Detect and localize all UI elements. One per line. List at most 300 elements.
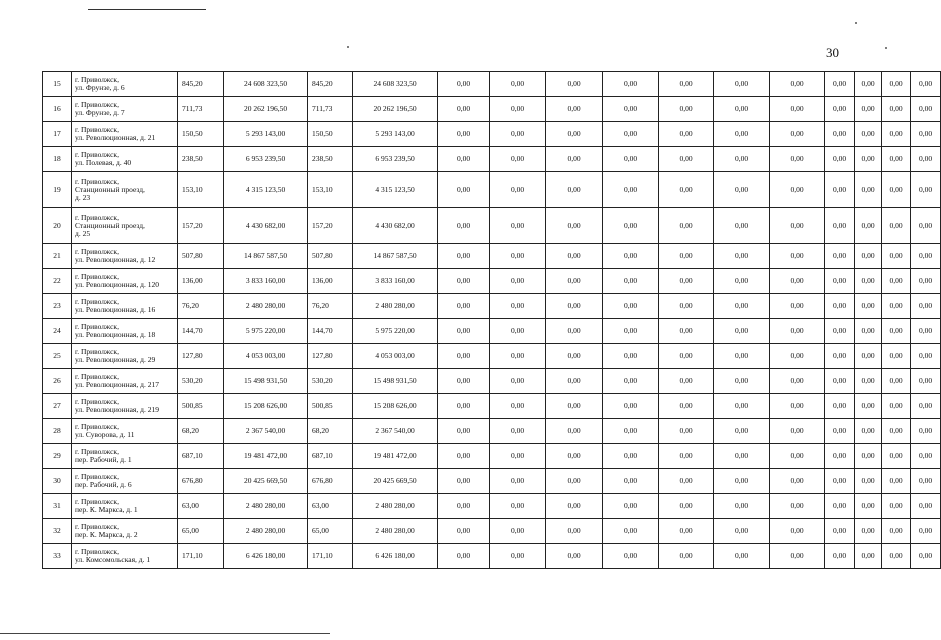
zero-value-cell: 0,00 — [855, 444, 882, 469]
zero-value-cell: 0,00 — [714, 544, 770, 569]
zero-value-cell: 0,00 — [714, 122, 770, 147]
zero-value-cell: 0,00 — [911, 294, 941, 319]
address-cell — [72, 172, 178, 208]
zero-value-cell: 0,00 — [882, 319, 911, 344]
cost-total: 15 498 931,50 — [224, 369, 308, 394]
address-cell — [72, 519, 178, 544]
zero-value-cell: 0,00 — [659, 269, 714, 294]
zero-value-cell: 0,00 — [603, 269, 659, 294]
table-row — [43, 97, 941, 122]
zero-value-cell: 0,00 — [546, 97, 603, 122]
address-line: г. Приволжск, — [75, 547, 119, 556]
zero-value-cell: 0,00 — [490, 147, 546, 172]
cost-planned: 24 608 323,50 — [353, 72, 438, 97]
address-cell — [72, 122, 178, 147]
zero-value-cell: 0,00 — [825, 519, 855, 544]
address-line: г. Приволжск, — [75, 100, 119, 109]
zero-value-cell: 0,00 — [911, 97, 941, 122]
cost-total: 6 953 239,50 — [224, 147, 308, 172]
cost-total: 14 867 587,50 — [224, 244, 308, 269]
zero-value-cell: 0,00 — [825, 494, 855, 519]
zero-value-cell: 0,00 — [882, 122, 911, 147]
area-total: 65,00 — [178, 519, 224, 544]
zero-value-cell: 0,00 — [825, 444, 855, 469]
row-number: 15 — [43, 72, 72, 97]
zero-value-cell: 0,00 — [911, 319, 941, 344]
cost-planned: 19 481 472,00 — [353, 444, 438, 469]
zero-value-cell: 0,00 — [911, 469, 941, 494]
address-cell — [72, 244, 178, 269]
area-planned: 530,20 — [308, 369, 353, 394]
zero-value-cell: 0,00 — [770, 344, 825, 369]
zero-value-cell: 0,00 — [825, 294, 855, 319]
table-row — [43, 269, 941, 294]
zero-value-cell: 0,00 — [770, 208, 825, 244]
zero-value-cell: 0,00 — [659, 344, 714, 369]
zero-value-cell: 0,00 — [770, 444, 825, 469]
area-planned: 687,10 — [308, 444, 353, 469]
zero-value-cell: 0,00 — [659, 294, 714, 319]
zero-value-cell: 0,00 — [770, 72, 825, 97]
address-line: д. 23 — [75, 192, 91, 202]
zero-value-cell: 0,00 — [490, 519, 546, 544]
zero-value-cell: 0,00 — [855, 147, 882, 172]
zero-value-cell: 0,00 — [825, 469, 855, 494]
address-line: ул. Революционная, д. 18 — [75, 330, 156, 339]
area-total: 63,00 — [178, 494, 224, 519]
zero-value-cell: 0,00 — [911, 208, 941, 244]
row-number: 16 — [43, 97, 72, 122]
zero-value-cell: 0,00 — [825, 319, 855, 344]
zero-value-cell: 0,00 — [825, 208, 855, 244]
zero-value-cell: 0,00 — [546, 244, 603, 269]
zero-value-cell: 0,00 — [546, 122, 603, 147]
cost-planned: 5 975 220,00 — [353, 319, 438, 344]
cost-planned: 15 208 626,00 — [353, 394, 438, 419]
zero-value-cell: 0,00 — [770, 147, 825, 172]
zero-value-cell: 0,00 — [603, 419, 659, 444]
zero-value-cell: 0,00 — [603, 147, 659, 172]
cost-total: 19 481 472,00 — [224, 444, 308, 469]
area-planned: 711,73 — [308, 97, 353, 122]
area-total: 68,20 — [178, 419, 224, 444]
zero-value-cell: 0,00 — [855, 544, 882, 569]
zero-value-cell: 0,00 — [546, 394, 603, 419]
zero-value-cell: 0,00 — [714, 394, 770, 419]
address-line: г. Приволжск, — [75, 247, 119, 256]
area-total: 150,50 — [178, 122, 224, 147]
zero-value-cell: 0,00 — [825, 344, 855, 369]
zero-value-cell: 0,00 — [490, 419, 546, 444]
zero-value-cell: 0,00 — [603, 72, 659, 97]
zero-value-cell: 0,00 — [490, 369, 546, 394]
address-line: Станционный проезд, — [75, 220, 145, 230]
zero-value-cell: 0,00 — [770, 319, 825, 344]
zero-value-cell: 0,00 — [714, 519, 770, 544]
area-total: 144,70 — [178, 319, 224, 344]
zero-value-cell: 0,00 — [911, 519, 941, 544]
area-total: 530,20 — [178, 369, 224, 394]
zero-value-cell: 0,00 — [659, 494, 714, 519]
zero-value-cell: 0,00 — [911, 394, 941, 419]
area-total: 76,20 — [178, 294, 224, 319]
zero-value-cell: 0,00 — [438, 369, 490, 394]
area-planned: 171,10 — [308, 544, 353, 569]
table-row — [43, 419, 941, 444]
table-row — [43, 544, 941, 569]
zero-value-cell: 0,00 — [438, 122, 490, 147]
zero-value-cell: 0,00 — [603, 444, 659, 469]
cost-total: 3 833 160,00 — [224, 269, 308, 294]
row-number: 17 — [43, 122, 72, 147]
zero-value-cell: 0,00 — [770, 419, 825, 444]
zero-value-cell: 0,00 — [546, 172, 603, 208]
zero-value-cell: 0,00 — [714, 294, 770, 319]
zero-value-cell: 0,00 — [855, 419, 882, 444]
cost-total: 4 315 123,50 — [224, 172, 308, 208]
cost-planned: 20 425 669,50 — [353, 469, 438, 494]
address-cell — [72, 494, 178, 519]
address-line: ул. Революционная, д. 12 — [75, 255, 156, 264]
zero-value-cell: 0,00 — [546, 72, 603, 97]
cost-planned: 4 315 123,50 — [353, 172, 438, 208]
address-cell — [72, 72, 178, 97]
zero-value-cell: 0,00 — [659, 444, 714, 469]
area-total: 845,20 — [178, 72, 224, 97]
zero-value-cell: 0,00 — [546, 269, 603, 294]
housing-register-table — [42, 71, 941, 569]
zero-value-cell: 0,00 — [490, 494, 546, 519]
zero-value-cell: 0,00 — [659, 544, 714, 569]
row-number: 18 — [43, 147, 72, 172]
scan-speck — [347, 46, 349, 48]
address-line: д. 25 — [75, 228, 91, 238]
cost-total: 2 480 280,00 — [224, 294, 308, 319]
address-line: г. Приволжск, — [75, 75, 119, 84]
zero-value-cell: 0,00 — [825, 269, 855, 294]
area-planned: 153,10 — [308, 172, 353, 208]
area-planned: 65,00 — [308, 519, 353, 544]
zero-value-cell: 0,00 — [438, 294, 490, 319]
zero-value-cell: 0,00 — [882, 394, 911, 419]
zero-value-cell: 0,00 — [546, 294, 603, 319]
zero-value-cell: 0,00 — [490, 544, 546, 569]
zero-value-cell: 0,00 — [603, 122, 659, 147]
row-number: 20 — [43, 208, 72, 244]
cost-total: 6 426 180,00 — [224, 544, 308, 569]
zero-value-cell: 0,00 — [882, 208, 911, 244]
zero-value-cell: 0,00 — [659, 172, 714, 208]
cost-planned: 2 480 280,00 — [353, 494, 438, 519]
zero-value-cell: 0,00 — [438, 469, 490, 494]
cost-total: 2 480 280,00 — [224, 494, 308, 519]
zero-value-cell: 0,00 — [855, 208, 882, 244]
zero-value-cell: 0,00 — [438, 269, 490, 294]
table-row — [43, 244, 941, 269]
zero-value-cell: 0,00 — [911, 172, 941, 208]
address-line: ул. Революционная, д. 219 — [75, 405, 159, 414]
zero-value-cell: 0,00 — [855, 72, 882, 97]
zero-value-cell: 0,00 — [770, 469, 825, 494]
zero-value-cell: 0,00 — [659, 122, 714, 147]
table-row — [43, 172, 941, 208]
zero-value-cell: 0,00 — [855, 97, 882, 122]
zero-value-cell: 0,00 — [882, 147, 911, 172]
zero-value-cell: 0,00 — [546, 208, 603, 244]
zero-value-cell: 0,00 — [714, 319, 770, 344]
address-cell — [72, 319, 178, 344]
zero-value-cell: 0,00 — [438, 172, 490, 208]
zero-value-cell: 0,00 — [546, 369, 603, 394]
zero-value-cell: 0,00 — [911, 494, 941, 519]
address-line: пер. Рабочий, д. 1 — [75, 455, 132, 464]
zero-value-cell: 0,00 — [770, 269, 825, 294]
zero-value-cell: 0,00 — [855, 494, 882, 519]
zero-value-cell: 0,00 — [714, 469, 770, 494]
zero-value-cell: 0,00 — [438, 494, 490, 519]
area-planned: 68,20 — [308, 419, 353, 444]
address-cell — [72, 294, 178, 319]
row-number: 27 — [43, 394, 72, 419]
address-line: г. Приволжск, — [75, 272, 119, 281]
address-line: г. Приволжск, — [75, 397, 119, 406]
zero-value-cell: 0,00 — [825, 97, 855, 122]
cost-total: 24 608 323,50 — [224, 72, 308, 97]
page-number: 30 — [826, 45, 839, 60]
zero-value-cell: 0,00 — [855, 369, 882, 394]
zero-value-cell: 0,00 — [603, 469, 659, 494]
zero-value-cell: 0,00 — [825, 369, 855, 394]
zero-value-cell: 0,00 — [770, 294, 825, 319]
row-number: 33 — [43, 544, 72, 569]
area-total: 136,00 — [178, 269, 224, 294]
zero-value-cell: 0,00 — [770, 122, 825, 147]
address-line: г. Приволжск, — [75, 347, 119, 356]
zero-value-cell: 0,00 — [882, 344, 911, 369]
cost-planned: 20 262 196,50 — [353, 97, 438, 122]
zero-value-cell: 0,00 — [659, 97, 714, 122]
table-row — [43, 122, 941, 147]
address-line: г. Приволжск, — [75, 372, 119, 381]
zero-value-cell: 0,00 — [546, 519, 603, 544]
zero-value-cell: 0,00 — [659, 369, 714, 394]
cost-total: 5 975 220,00 — [224, 319, 308, 344]
cost-total: 2 367 540,00 — [224, 419, 308, 444]
address-line: ул. Фрунзе, д. 6 — [75, 83, 125, 92]
zero-value-cell: 0,00 — [490, 208, 546, 244]
zero-value-cell: 0,00 — [659, 147, 714, 172]
row-number: 24 — [43, 319, 72, 344]
zero-value-cell: 0,00 — [546, 344, 603, 369]
address-line: ул. Революционная, д. 29 — [75, 355, 156, 364]
zero-value-cell: 0,00 — [490, 469, 546, 494]
cost-planned: 6 426 180,00 — [353, 544, 438, 569]
zero-value-cell: 0,00 — [714, 72, 770, 97]
cost-total: 20 425 669,50 — [224, 469, 308, 494]
row-number: 23 — [43, 294, 72, 319]
address-cell — [72, 394, 178, 419]
address-cell — [72, 97, 178, 122]
cost-planned: 6 953 239,50 — [353, 147, 438, 172]
table-row — [43, 444, 941, 469]
zero-value-cell: 0,00 — [714, 208, 770, 244]
address-line: г. Приволжск, — [75, 472, 119, 481]
cost-planned: 5 293 143,00 — [353, 122, 438, 147]
zero-value-cell: 0,00 — [855, 519, 882, 544]
zero-value-cell: 0,00 — [659, 244, 714, 269]
zero-value-cell: 0,00 — [438, 72, 490, 97]
zero-value-cell: 0,00 — [603, 294, 659, 319]
zero-value-cell: 0,00 — [546, 319, 603, 344]
address-line: ул. Революционная, д. 16 — [75, 305, 156, 314]
zero-value-cell: 0,00 — [825, 72, 855, 97]
table-row — [43, 494, 941, 519]
cost-planned: 4 430 682,00 — [353, 208, 438, 244]
address-line: г. Приволжск, — [75, 447, 119, 456]
address-cell — [72, 344, 178, 369]
zero-value-cell: 0,00 — [659, 519, 714, 544]
address-line: ул. Революционная, д. 120 — [75, 280, 159, 289]
zero-value-cell: 0,00 — [911, 72, 941, 97]
zero-value-cell: 0,00 — [855, 344, 882, 369]
zero-value-cell: 0,00 — [438, 419, 490, 444]
area-planned: 150,50 — [308, 122, 353, 147]
table-row — [43, 344, 941, 369]
zero-value-cell: 0,00 — [546, 544, 603, 569]
zero-value-cell: 0,00 — [438, 519, 490, 544]
zero-value-cell: 0,00 — [603, 97, 659, 122]
cost-total: 4 053 003,00 — [224, 344, 308, 369]
zero-value-cell: 0,00 — [603, 172, 659, 208]
zero-value-cell: 0,00 — [546, 469, 603, 494]
area-planned: 144,70 — [308, 319, 353, 344]
zero-value-cell: 0,00 — [770, 172, 825, 208]
zero-value-cell: 0,00 — [882, 294, 911, 319]
address-line: пер. Рабочий, д. 6 — [75, 480, 132, 489]
address-line: ул. Революционная, д. 21 — [75, 133, 156, 142]
zero-value-cell: 0,00 — [911, 419, 941, 444]
zero-value-cell: 0,00 — [882, 72, 911, 97]
table-row — [43, 319, 941, 344]
zero-value-cell: 0,00 — [770, 97, 825, 122]
zero-value-cell: 0,00 — [770, 544, 825, 569]
area-planned: 507,80 — [308, 244, 353, 269]
zero-value-cell: 0,00 — [603, 344, 659, 369]
zero-value-cell: 0,00 — [911, 344, 941, 369]
zero-value-cell: 0,00 — [855, 122, 882, 147]
address-cell — [72, 469, 178, 494]
zero-value-cell: 0,00 — [825, 244, 855, 269]
table-row — [43, 147, 941, 172]
cost-total: 5 293 143,00 — [224, 122, 308, 147]
area-planned: 136,00 — [308, 269, 353, 294]
area-total: 238,50 — [178, 147, 224, 172]
zero-value-cell: 0,00 — [825, 147, 855, 172]
area-total: 500,85 — [178, 394, 224, 419]
cost-planned: 4 053 003,00 — [353, 344, 438, 369]
zero-value-cell: 0,00 — [546, 494, 603, 519]
scan-speck — [885, 47, 887, 49]
zero-value-cell: 0,00 — [546, 419, 603, 444]
zero-value-cell: 0,00 — [603, 544, 659, 569]
address-line: г. Приволжск, — [75, 176, 119, 186]
table-row — [43, 72, 941, 97]
zero-value-cell: 0,00 — [911, 147, 941, 172]
zero-value-cell: 0,00 — [603, 494, 659, 519]
table-row — [43, 394, 941, 419]
cost-planned: 3 833 160,00 — [353, 269, 438, 294]
zero-value-cell: 0,00 — [603, 394, 659, 419]
cost-planned: 2 367 540,00 — [353, 419, 438, 444]
zero-value-cell: 0,00 — [770, 519, 825, 544]
cost-planned: 2 480 280,00 — [353, 519, 438, 544]
area-planned: 500,85 — [308, 394, 353, 419]
row-number: 25 — [43, 344, 72, 369]
zero-value-cell: 0,00 — [855, 269, 882, 294]
row-number: 32 — [43, 519, 72, 544]
zero-value-cell: 0,00 — [438, 444, 490, 469]
address-cell — [72, 419, 178, 444]
zero-value-cell: 0,00 — [490, 97, 546, 122]
zero-value-cell: 0,00 — [490, 244, 546, 269]
address-line: г. Приволжск, — [75, 150, 119, 159]
address-cell — [72, 444, 178, 469]
cost-total: 15 208 626,00 — [224, 394, 308, 419]
zero-value-cell: 0,00 — [659, 72, 714, 97]
zero-value-cell: 0,00 — [855, 394, 882, 419]
area-total: 153,10 — [178, 172, 224, 208]
area-total: 127,80 — [178, 344, 224, 369]
address-line: ул. Суворова, д. 11 — [75, 430, 135, 439]
address-line: ул. Полевая, д. 40 — [75, 158, 132, 167]
area-planned: 127,80 — [308, 344, 353, 369]
zero-value-cell: 0,00 — [825, 544, 855, 569]
area-planned: 157,20 — [308, 208, 353, 244]
address-line: пер. К. Маркса, д. 2 — [75, 530, 138, 539]
address-line: г. Приволжск, — [75, 212, 119, 222]
zero-value-cell: 0,00 — [770, 369, 825, 394]
zero-value-cell: 0,00 — [490, 122, 546, 147]
cost-total: 2 480 280,00 — [224, 519, 308, 544]
zero-value-cell: 0,00 — [603, 519, 659, 544]
zero-value-cell: 0,00 — [882, 97, 911, 122]
zero-value-cell: 0,00 — [714, 419, 770, 444]
zero-value-cell: 0,00 — [911, 544, 941, 569]
row-number: 30 — [43, 469, 72, 494]
zero-value-cell: 0,00 — [603, 319, 659, 344]
table-row — [43, 519, 941, 544]
zero-value-cell: 0,00 — [882, 244, 911, 269]
zero-value-cell: 0,00 — [855, 319, 882, 344]
zero-value-cell: 0,00 — [546, 444, 603, 469]
address-line: г. Приволжск, — [75, 497, 119, 506]
zero-value-cell: 0,00 — [882, 494, 911, 519]
cost-planned: 14 867 587,50 — [353, 244, 438, 269]
area-planned: 676,80 — [308, 469, 353, 494]
area-total: 507,80 — [178, 244, 224, 269]
zero-value-cell: 0,00 — [438, 319, 490, 344]
area-total: 711,73 — [178, 97, 224, 122]
address-cell — [72, 269, 178, 294]
table-row — [43, 369, 941, 394]
zero-value-cell: 0,00 — [714, 494, 770, 519]
address-line: ул. Фрунзе, д. 7 — [75, 108, 125, 117]
cost-planned: 2 480 280,00 — [353, 294, 438, 319]
zero-value-cell: 0,00 — [490, 269, 546, 294]
zero-value-cell: 0,00 — [659, 419, 714, 444]
zero-value-cell: 0,00 — [714, 444, 770, 469]
row-number: 22 — [43, 269, 72, 294]
